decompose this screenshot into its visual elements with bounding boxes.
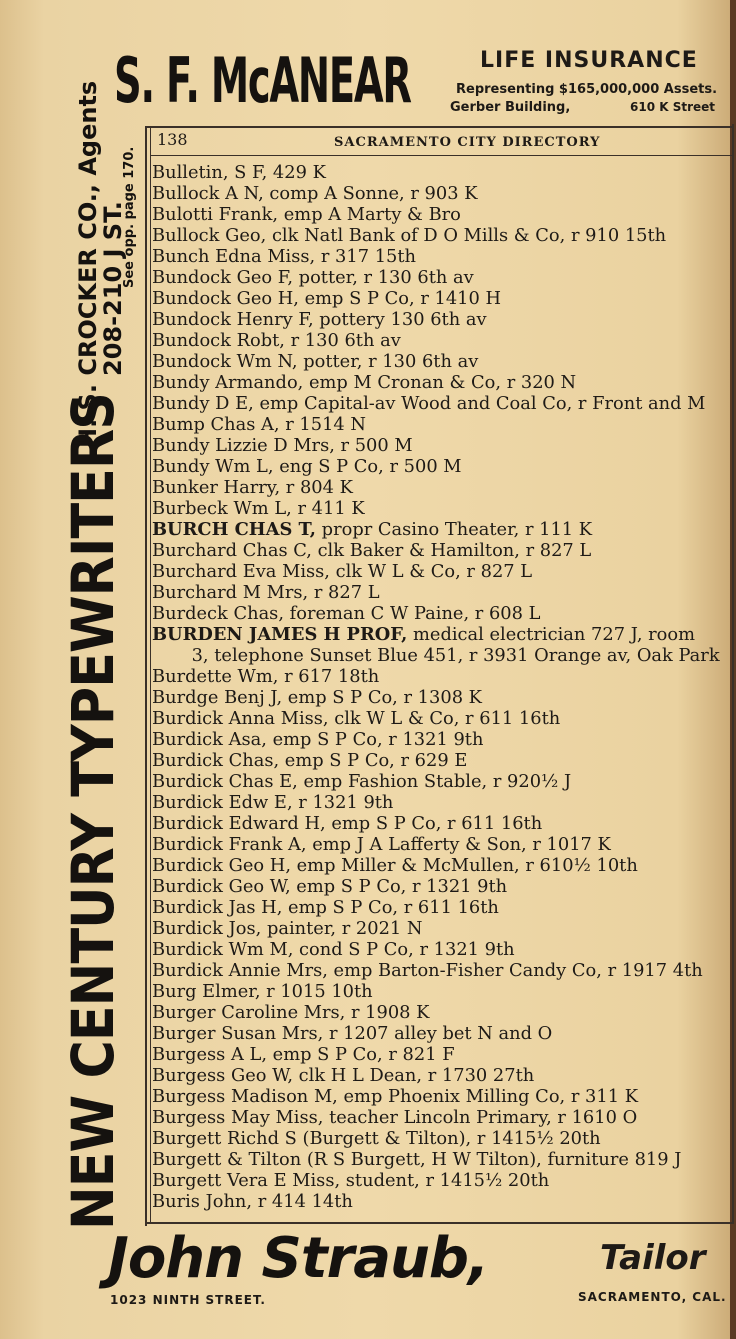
directory-entry (152, 771, 728, 792)
entry-text: Bundy Lizzie D Mrs, r 500 M (152, 435, 413, 456)
entry-text: Burger Caroline Mrs, r 1908 K (152, 1002, 430, 1023)
side-ad-see-opp: See opp. page 170. (122, 146, 137, 288)
directory-entry (152, 981, 728, 1002)
directory-entry (152, 183, 728, 204)
entry-text: Burgess Madison M, emp Phoenix Milling Co, r 311 K (152, 1086, 639, 1107)
entry-text: Bulotti Frank, emp A Marty & Bro (152, 204, 461, 225)
entry-text: Bundy Wm L, eng S P Co, r 500 M (152, 456, 462, 477)
directory-entry (152, 372, 728, 393)
entry-text: Burdick Chas, emp S P Co, r 629 E (152, 750, 468, 771)
entry-name: BURDEN JAMES H PROF, (152, 624, 408, 645)
directory-entry (152, 519, 728, 540)
header-ad-address: 610 K Street (630, 100, 716, 114)
directory-entry (152, 288, 728, 309)
footer-ad-name: John Straub, (108, 1226, 489, 1291)
entry-text: Bump Chas A, r 1514 N (152, 414, 367, 435)
entry-text: Bunker Harry, r 804 K (152, 477, 353, 498)
side-ad-agents: H. S. CROCKER CO., Agents (74, 80, 102, 448)
entry-text: Burg Elmer, r 1015 10th (152, 981, 373, 1002)
entry-text: Burdick Asa, emp S P Co, r 1321 9th (152, 729, 484, 750)
directory-entry (152, 729, 728, 750)
column-rule-left-inner (150, 128, 151, 1223)
directory-entry (152, 960, 728, 981)
directory-entry (152, 897, 728, 918)
title-underline (150, 155, 732, 156)
header-rule (145, 126, 733, 128)
entry-continuation: 3, telephone Sunset Blue 451, r 3931 Orange av, Oak Park (191, 645, 720, 666)
entry-text: Burgess May Miss, teacher Lincoln Primary, r 1610 O (152, 1107, 638, 1128)
entry-text: Burgett Richd S (Burgett & Tilton), r 1415½ 20th (152, 1128, 601, 1149)
entry-text: Bulletin, S F, 429 K (152, 162, 326, 183)
directory-entry (152, 750, 728, 771)
directory-entry (152, 1170, 728, 1191)
entry-text: Burdick Frank A, emp J A Lafferty & Son, r 1017 K (152, 834, 611, 855)
entry-text: Burdick Chas E, emp Fashion Stable, r 920½ J (152, 771, 572, 792)
directory-entry (152, 603, 728, 624)
entry-text: Burchard Chas C, clk Baker & Hamilton, r 827 L (152, 540, 592, 561)
header-ad-name: S. F. McANEAR (114, 44, 411, 117)
footer-ad-trade: Tailor (600, 1238, 706, 1278)
entry-text: Burdick Anna Miss, clk W L & Co, r 611 16th (152, 708, 561, 729)
entry-text: Burgett Vera E Miss, student, r 1415½ 20th (152, 1170, 550, 1191)
directory-entry (152, 834, 728, 855)
directory-entry (152, 687, 728, 708)
column-bottom-rule (145, 1222, 733, 1224)
directory-entry (152, 813, 728, 834)
directory-entry (152, 456, 728, 477)
directory-entry (152, 498, 728, 519)
directory-entry (152, 309, 728, 330)
entry-text: Burdeck Chas, foreman C W Paine, r 608 L (152, 603, 541, 624)
entry-text: Buris John, r 414 14th (152, 1191, 353, 1212)
footer-ad-address: 1023 NINTH STREET. (110, 1293, 266, 1307)
directory-entry (152, 1065, 728, 1086)
entry-text: Bundock Geo F, potter, r 130 6th av (152, 267, 474, 288)
directory-entry (152, 561, 728, 582)
entry-text: Burgess A L, emp S P Co, r 821 F (152, 1044, 455, 1065)
entry-text: Bundock Wm N, potter, r 130 6th av (152, 351, 479, 372)
entry-text: Burger Susan Mrs, r 1207 alley bet N and O (152, 1023, 553, 1044)
directory-entry (152, 225, 728, 246)
directory-entry (152, 1086, 728, 1107)
directory-entry (152, 1191, 728, 1212)
header-ad-line3: Gerber Building, (450, 100, 571, 115)
entry-text: Bundock Geo H, emp S P Co, r 1410 H (152, 288, 502, 309)
directory-entry (152, 414, 728, 435)
directory-entry (152, 330, 728, 351)
directory-entry (152, 246, 728, 267)
directory-entry (152, 708, 728, 729)
directory-entry (152, 582, 728, 603)
directory-entry (152, 1128, 728, 1149)
directory-entry (152, 204, 728, 225)
entry-text: Burgett & Tilton (R S Burgett, H W Tilton), furniture 819 J (152, 1149, 682, 1170)
directory-entry (152, 876, 728, 897)
footer-ad-city: SACRAMENTO, CAL. (578, 1290, 727, 1304)
directory-entry (152, 540, 728, 561)
entry-text: Bullock A N, comp A Sonne, r 903 K (152, 183, 478, 204)
entry-text: Burchard M Mrs, r 827 L (152, 582, 380, 603)
header-ad-line2: Representing $165,000,000 Assets. (456, 82, 718, 97)
entry-text: Burdick Annie Mrs, emp Barton-Fisher Candy Co, r 1917 4th (152, 960, 703, 981)
directory-entry (152, 351, 728, 372)
entry-text: Burdick Geo W, emp S P Co, r 1321 9th (152, 876, 508, 897)
directory-entry (152, 918, 728, 939)
directory-entry (152, 435, 728, 456)
entry-text: Bundy Armando, emp M Cronan & Co, r 320 N (152, 372, 577, 393)
entry-text: Bundock Henry F, pottery 130 6th av (152, 309, 487, 330)
directory-entry (152, 666, 728, 687)
column-rule-left (145, 126, 147, 1226)
entry-text: Bundock Robt, r 130 6th av (152, 330, 401, 351)
directory-entry (152, 1044, 728, 1065)
page-title: SACRAMENTO CITY DIRECTORY (334, 135, 601, 150)
entry-text: Burdge Benj J, emp S P Co, r 1308 K (152, 687, 482, 708)
directory-entry (152, 267, 728, 288)
side-ad-typewriters-text: NEW CENTURY TYPEWRITERS (59, 393, 127, 1230)
directory-entry (152, 162, 728, 183)
page-number: 138 (157, 130, 188, 149)
entry-text: Bunch Edna Miss, r 317 15th (152, 246, 417, 267)
entry-text: Burdick Wm M, cond S P Co, r 1321 9th (152, 939, 515, 960)
entry-text: Bundy D E, emp Capital-av Wood and Coal Co, r Front and M (152, 393, 706, 414)
entry-text: Burbeck Wm L, r 411 K (152, 498, 365, 519)
entry-text: Burdick Jos, painter, r 2021 N (152, 918, 423, 939)
directory-entry (152, 1023, 728, 1044)
header-ad-line1: LIFE INSURANCE (480, 48, 698, 73)
directory-entry (152, 1002, 728, 1023)
entry-text: Burdick Jas H, emp S P Co, r 611 16th (152, 897, 499, 918)
directory-entry (152, 792, 728, 813)
entry-text: Burdette Wm, r 617 18th (152, 666, 380, 687)
entry-name: BURCH CHAS T, (152, 519, 317, 540)
directory-entry (152, 477, 728, 498)
entry-text: Burdick Edw E, r 1321 9th (152, 792, 394, 813)
side-ad-address: 208-210 J ST. (99, 201, 127, 376)
entry-text: Bullock Geo, clk Natl Bank of D O Mills & Co, r 910 15th (152, 225, 667, 246)
directory-entry (152, 1149, 728, 1170)
entry-text: Burchard Eva Miss, clk W L & Co, r 827 L (152, 561, 533, 582)
entry-text: Burdick Edward H, emp S P Co, r 611 16th (152, 813, 543, 834)
directory-entry (152, 624, 728, 666)
directory-entry (152, 1107, 728, 1128)
entry-text: medical electrician 727 J, room (407, 624, 696, 645)
directory-entry (152, 939, 728, 960)
directory-entries (152, 162, 734, 1212)
entry-text: propr Casino Theater, r 111 K (316, 519, 593, 540)
directory-entry (152, 855, 728, 876)
entry-text: Burgess Geo W, clk H L Dean, r 1730 27th (152, 1065, 535, 1086)
entry-text: Burdick Geo H, emp Miller & McMullen, r 610½ 10th (152, 855, 638, 876)
directory-entry (152, 393, 728, 414)
